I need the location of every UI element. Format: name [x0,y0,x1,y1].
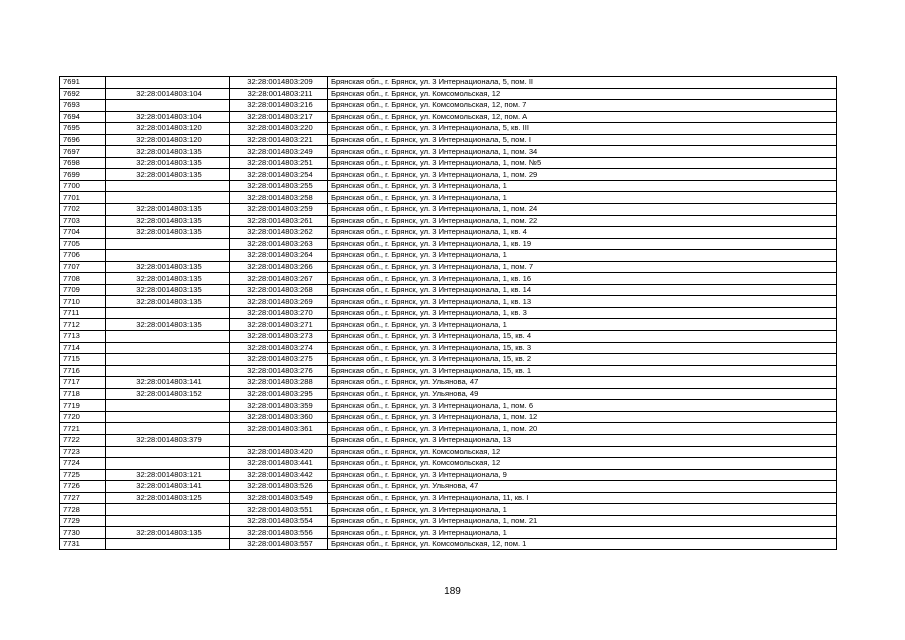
cadastral-number-cell: 32:28:0014803:221 [230,134,328,146]
cadastral-number-cell: 32:28:0014803:268 [230,284,328,296]
table-row [60,492,837,504]
table-row [60,354,837,366]
address-cell: Брянская обл., г. Брянск, ул. 3 Интернационала, 1 [328,180,837,192]
parent-cadastral-number-cell: 32:28:0014803:104 [106,88,230,100]
cadastral-number-cell: 32:28:0014803:359 [230,400,328,412]
address-cell: Брянская обл., г. Брянск, ул. Ульянова, 49 [328,388,837,400]
address-cell: Брянская обл., г. Брянск, ул. 3 Интернационала, 1, кв. 14 [328,284,837,296]
address-cell: Брянская обл., г. Брянск, ул. 3 Интернационала, 1 [328,192,837,204]
table-row [60,434,837,446]
parent-cadastral-number-cell: 32:28:0014803:120 [106,134,230,146]
parent-cadastral-number-cell [106,423,230,435]
address-cell: Брянская обл., г. Брянск, ул. Комсомольская, 12, пом. А [328,111,837,123]
address-cell: Брянская обл., г. Брянск, ул. 3 Интернационала, 5, пом. I [328,134,837,146]
parent-cadastral-number-cell [106,342,230,354]
table-row [60,250,837,262]
address-cell: Брянская обл., г. Брянск, ул. 3 Интернационала, 15, кв. 2 [328,354,837,366]
address-cell: Брянская обл., г. Брянск, ул. 3 Интернационала, 5, кв. III [328,123,837,135]
cadastral-number-cell: 32:28:0014803:266 [230,261,328,273]
address-cell: Брянская обл., г. Брянск, ул. Комсомольская, 12, пом. 1 [328,538,837,550]
cadastral-number-cell: 32:28:0014803:249 [230,146,328,158]
cadastral-number-cell: 32:28:0014803:263 [230,238,328,250]
row-number-cell: 7701 [60,192,106,204]
row-number-cell: 7720 [60,411,106,423]
table-row [60,204,837,216]
row-number-cell: 7692 [60,88,106,100]
address-cell: Брянская обл., г. Брянск, ул. 3 Интернационала, 9 [328,469,837,481]
row-number-cell: 7706 [60,250,106,262]
row-number-cell: 7707 [60,261,106,273]
cadastral-number-cell: 32:28:0014803:261 [230,215,328,227]
table-row [60,411,837,423]
table-row [60,538,837,550]
table-row [60,215,837,227]
cadastral-number-cell: 32:28:0014803:251 [230,157,328,169]
address-cell: Брянская обл., г. Брянск, ул. 3 Интернационала, 1, кв. 4 [328,227,837,239]
parent-cadastral-number-cell [106,515,230,527]
parent-cadastral-number-cell [106,331,230,343]
address-cell: Брянская обл., г. Брянск, ул. 3 Интернационала, 1, пом. 6 [328,400,837,412]
parent-cadastral-number-cell: 32:28:0014803:125 [106,492,230,504]
row-number-cell: 7719 [60,400,106,412]
parent-cadastral-number-cell [106,180,230,192]
row-number-cell: 7728 [60,504,106,516]
parent-cadastral-number-cell: 32:28:0014803:135 [106,227,230,239]
cadastral-number-cell: 32:28:0014803:549 [230,492,328,504]
address-cell: Брянская обл., г. Брянск, ул. 3 Интернационала, 1 [328,504,837,516]
table-row [60,365,837,377]
cadastral-number-cell: 32:28:0014803:361 [230,423,328,435]
row-number-cell: 7697 [60,146,106,158]
cadastral-number-cell: 32:28:0014803:441 [230,458,328,470]
address-cell: Брянская обл., г. Брянск, ул. 3 Интернационала, 15, кв. 4 [328,331,837,343]
cadastral-number-cell: 32:28:0014803:554 [230,515,328,527]
table-row [60,100,837,112]
cadastral-number-cell: 32:28:0014803:262 [230,227,328,239]
cadastral-number-cell: 32:28:0014803:217 [230,111,328,123]
address-cell: Брянская обл., г. Брянск, ул. 3 Интернационала, 13 [328,434,837,446]
row-number-cell: 7712 [60,319,106,331]
row-number-cell: 7725 [60,469,106,481]
table-row [60,527,837,539]
address-cell: Брянская обл., г. Брянск, ул. 3 Интернационала, 1 [328,250,837,262]
parent-cadastral-number-cell: 32:28:0014803:379 [106,434,230,446]
table-row [60,261,837,273]
table-row [60,169,837,181]
table-row [60,134,837,146]
parent-cadastral-number-cell: 32:28:0014803:135 [106,284,230,296]
row-number-cell: 7710 [60,296,106,308]
parent-cadastral-number-cell: 32:28:0014803:141 [106,481,230,493]
parent-cadastral-number-cell [106,307,230,319]
address-cell: Брянская обл., г. Брянск, ул. Ульянова, 47 [328,377,837,389]
address-cell: Брянская обл., г. Брянск, ул. 3 Интернационала, 1, кв. 3 [328,307,837,319]
table-row [60,296,837,308]
address-cell: Брянская обл., г. Брянск, ул. 3 Интернационала, 5, пом. II [328,77,837,89]
cadastral-number-cell: 32:28:0014803:258 [230,192,328,204]
cadastral-number-cell: 32:28:0014803:276 [230,365,328,377]
table-row [60,504,837,516]
table-row [60,331,837,343]
parent-cadastral-number-cell [106,250,230,262]
cadastral-number-cell: 32:28:0014803:442 [230,469,328,481]
address-cell: Брянская обл., г. Брянск, ул. 3 Интернационала, 1, кв. 16 [328,273,837,285]
row-number-cell: 7703 [60,215,106,227]
parent-cadastral-number-cell [106,354,230,366]
parent-cadastral-number-cell [106,446,230,458]
cadastral-number-cell: 32:28:0014803:216 [230,100,328,112]
table-row [60,238,837,250]
row-number-cell: 7695 [60,123,106,135]
parent-cadastral-number-cell [106,365,230,377]
parent-cadastral-number-cell [106,77,230,89]
parent-cadastral-number-cell [106,538,230,550]
table-row [60,446,837,458]
cadastral-number-cell: 32:28:0014803:275 [230,354,328,366]
table-row [60,88,837,100]
table-row [60,377,837,389]
row-number-cell: 7727 [60,492,106,504]
address-cell: Брянская обл., г. Брянск, ул. Комсомольская, 12 [328,88,837,100]
parent-cadastral-number-cell: 32:28:0014803:135 [106,319,230,331]
cadastral-number-cell: 32:28:0014803:288 [230,377,328,389]
table-row [60,192,837,204]
parent-cadastral-number-cell: 32:28:0014803:135 [106,261,230,273]
cadastral-number-cell: 32:28:0014803:551 [230,504,328,516]
cadastral-number-cell: 32:28:0014803:420 [230,446,328,458]
cadastral-number-cell: 32:28:0014803:557 [230,538,328,550]
parent-cadastral-number-cell: 32:28:0014803:135 [106,146,230,158]
cadastral-number-cell: 32:28:0014803:270 [230,307,328,319]
address-cell: Брянская обл., г. Брянск, ул. 3 Интернационала, 1, пом. 29 [328,169,837,181]
row-number-cell: 7731 [60,538,106,550]
row-number-cell: 7711 [60,307,106,319]
row-number-cell: 7696 [60,134,106,146]
parent-cadastral-number-cell: 32:28:0014803:135 [106,157,230,169]
table-row [60,469,837,481]
cadastral-number-cell: 32:28:0014803:211 [230,88,328,100]
table-row [60,77,837,89]
page-number: 189 [444,586,461,597]
address-cell: Брянская обл., г. Брянск, ул. 3 Интернационала, 15, кв. 3 [328,342,837,354]
row-number-cell: 7730 [60,527,106,539]
cadastral-number-cell: 32:28:0014803:269 [230,296,328,308]
address-cell: Брянская обл., г. Брянск, ул. 3 Интернационала, 11, кв. I [328,492,837,504]
table-row [60,146,837,158]
parent-cadastral-number-cell [106,400,230,412]
table-row [60,111,837,123]
registry-table-body [60,77,837,550]
row-number-cell: 7722 [60,434,106,446]
registry-table [59,76,837,550]
address-cell: Брянская обл., г. Брянск, ул. 3 Интернационала, 1, пом. 12 [328,411,837,423]
parent-cadastral-number-cell: 32:28:0014803:135 [106,527,230,539]
cadastral-number-cell: 32:28:0014803:209 [230,77,328,89]
cadastral-number-cell: 32:28:0014803:259 [230,204,328,216]
address-cell: Брянская обл., г. Брянск, ул. 3 Интернационала, 1, пом. 20 [328,423,837,435]
table-row [60,400,837,412]
table-row [60,458,837,470]
table-row [60,388,837,400]
cadastral-number-cell: 32:28:0014803:254 [230,169,328,181]
cadastral-number-cell: 32:28:0014803:220 [230,123,328,135]
parent-cadastral-number-cell: 32:28:0014803:141 [106,377,230,389]
row-number-cell: 7729 [60,515,106,527]
table-row [60,307,837,319]
table-row [60,423,837,435]
row-number-cell: 7715 [60,354,106,366]
parent-cadastral-number-cell: 32:28:0014803:135 [106,204,230,216]
row-number-cell: 7724 [60,458,106,470]
row-number-cell: 7693 [60,100,106,112]
table-row [60,319,837,331]
cadastral-number-cell: 32:28:0014803:274 [230,342,328,354]
address-cell: Брянская обл., г. Брянск, ул. 3 Интернационала, 1, пом. 7 [328,261,837,273]
table-row [60,157,837,169]
address-cell: Брянская обл., г. Брянск, ул. 3 Интернационала, 1, кв. 19 [328,238,837,250]
row-number-cell: 7717 [60,377,106,389]
row-number-cell: 7709 [60,284,106,296]
address-cell: Брянская обл., г. Брянск, ул. 3 Интернационала, 15, кв. 1 [328,365,837,377]
parent-cadastral-number-cell [106,504,230,516]
cadastral-number-cell: 32:28:0014803:264 [230,250,328,262]
row-number-cell: 7699 [60,169,106,181]
parent-cadastral-number-cell: 32:28:0014803:135 [106,273,230,285]
row-number-cell: 7694 [60,111,106,123]
parent-cadastral-number-cell: 32:28:0014803:120 [106,123,230,135]
table-row [60,123,837,135]
row-number-cell: 7714 [60,342,106,354]
table-row [60,515,837,527]
table-row [60,273,837,285]
cadastral-number-cell [230,434,328,446]
cadastral-number-cell: 32:28:0014803:360 [230,411,328,423]
parent-cadastral-number-cell: 32:28:0014803:135 [106,169,230,181]
address-cell: Брянская обл., г. Брянск, ул. Ульянова, 47 [328,481,837,493]
row-number-cell: 7704 [60,227,106,239]
row-number-cell: 7723 [60,446,106,458]
row-number-cell: 7726 [60,481,106,493]
address-cell: Брянская обл., г. Брянск, ул. 3 Интернационала, 1, кв. 13 [328,296,837,308]
address-cell: Брянская обл., г. Брянск, ул. Комсомольская, 12 [328,458,837,470]
table-row [60,481,837,493]
row-number-cell: 7718 [60,388,106,400]
row-number-cell: 7708 [60,273,106,285]
address-cell: Брянская обл., г. Брянск, ул. Комсомольская, 12 [328,446,837,458]
address-cell: Брянская обл., г. Брянск, ул. 3 Интернационала, 1, пом. №5 [328,157,837,169]
cadastral-number-cell: 32:28:0014803:267 [230,273,328,285]
table-row [60,284,837,296]
row-number-cell: 7702 [60,204,106,216]
parent-cadastral-number-cell: 32:28:0014803:135 [106,215,230,227]
cadastral-number-cell: 32:28:0014803:255 [230,180,328,192]
row-number-cell: 7705 [60,238,106,250]
address-cell: Брянская обл., г. Брянск, ул. 3 Интернационала, 1, пом. 21 [328,515,837,527]
row-number-cell: 7700 [60,180,106,192]
cadastral-number-cell: 32:28:0014803:295 [230,388,328,400]
parent-cadastral-number-cell [106,238,230,250]
row-number-cell: 7721 [60,423,106,435]
table-row [60,342,837,354]
parent-cadastral-number-cell: 32:28:0014803:104 [106,111,230,123]
address-cell: Брянская обл., г. Брянск, ул. 3 Интернационала, 1 [328,319,837,331]
address-cell: Брянская обл., г. Брянск, ул. Комсомольская, 12, пом. 7 [328,100,837,112]
parent-cadastral-number-cell: 32:28:0014803:121 [106,469,230,481]
cadastral-number-cell: 32:28:0014803:271 [230,319,328,331]
parent-cadastral-number-cell: 32:28:0014803:135 [106,296,230,308]
parent-cadastral-number-cell [106,411,230,423]
parent-cadastral-number-cell: 32:28:0014803:152 [106,388,230,400]
address-cell: Брянская обл., г. Брянск, ул. 3 Интернационала, 1, пом. 22 [328,215,837,227]
parent-cadastral-number-cell [106,458,230,470]
row-number-cell: 7691 [60,77,106,89]
address-cell: Брянская обл., г. Брянск, ул. 3 Интернационала, 1, пом. 34 [328,146,837,158]
address-cell: Брянская обл., г. Брянск, ул. 3 Интернационала, 1, пом. 24 [328,204,837,216]
row-number-cell: 7698 [60,157,106,169]
cadastral-number-cell: 32:28:0014803:556 [230,527,328,539]
parent-cadastral-number-cell [106,100,230,112]
table-row [60,227,837,239]
row-number-cell: 7716 [60,365,106,377]
address-cell: Брянская обл., г. Брянск, ул. 3 Интернационала, 1 [328,527,837,539]
cadastral-number-cell: 32:28:0014803:273 [230,331,328,343]
table-row [60,180,837,192]
row-number-cell: 7713 [60,331,106,343]
cadastral-number-cell: 32:28:0014803:526 [230,481,328,493]
parent-cadastral-number-cell [106,192,230,204]
